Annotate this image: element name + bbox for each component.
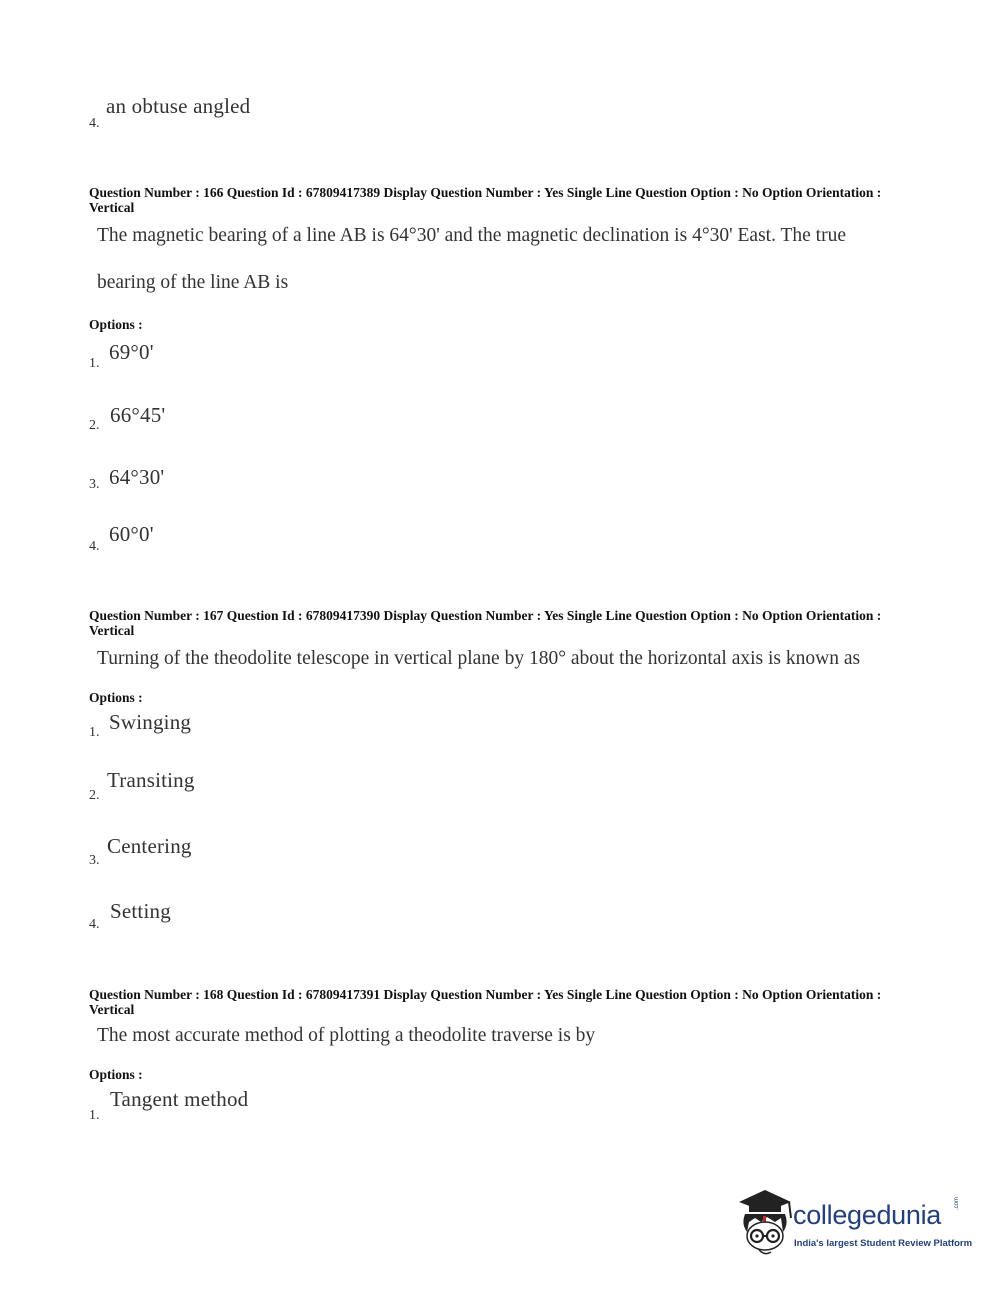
- question-167-meta: Question Number : 167 Question Id : 67809417390 Display Question Number : Yes Single Line Question Option : No Option Orientation : Vertical: [89, 608, 882, 638]
- question-168-options-label: Options :: [89, 1067, 143, 1082]
- option-number: 4.: [89, 917, 100, 932]
- option-text: Tangent method: [110, 1087, 249, 1111]
- option-text: 60°0': [109, 522, 154, 546]
- option-number: 2.: [89, 788, 100, 803]
- option-text: 69°0': [109, 340, 154, 364]
- option-number: 3.: [89, 853, 100, 868]
- option-text: Setting: [110, 899, 171, 923]
- option-number: 4.: [89, 116, 100, 131]
- question-167-text-line1: Turning of the theodolite telescope in vertical plane by 180° about the horizontal axis is known as: [97, 648, 861, 669]
- option-text: Transiting: [107, 768, 195, 792]
- option-number: 4.: [89, 539, 100, 554]
- option-number: 2.: [89, 418, 100, 433]
- option-number: 1.: [89, 1108, 100, 1123]
- question-166-meta: Question Number : 166 Question Id : 67809417389 Display Question Number : Yes Single Line Question Option : No Option Orientation : Vertical: [89, 185, 882, 215]
- option-number: 1.: [89, 725, 100, 740]
- student-mascot-icon: [735, 1188, 795, 1258]
- option-text: Swinging: [109, 710, 192, 734]
- option-text: 66°45': [110, 403, 166, 427]
- option-text: Centering: [107, 834, 192, 858]
- logo-suffix: .com: [954, 1196, 960, 1210]
- question-167-options-label: Options :: [89, 690, 143, 705]
- question-166-options-label: Options :: [89, 317, 143, 332]
- logo-tagline: India's largest Student Review Platform: [794, 1238, 973, 1249]
- collegedunia-logo: [735, 1188, 973, 1258]
- question-168-text-line1: The most accurate method of plotting a theodolite traverse is by: [97, 1025, 596, 1046]
- question-166-text-line2: bearing of the line AB is: [97, 272, 289, 293]
- option-text: an obtuse angled: [106, 94, 251, 118]
- option-number: 1.: [89, 356, 100, 371]
- logo-wordmark: collegedunia: [793, 1200, 942, 1230]
- question-168-meta: Question Number : 168 Question Id : 67809417391 Display Question Number : Yes Single Line Question Option : No Option Orientation : Vertical: [89, 987, 882, 1017]
- option-number: 3.: [89, 477, 100, 492]
- question-166-text-line1: The magnetic bearing of a line AB is 64°30' and the magnetic declination is 4°30' East. The true: [97, 225, 846, 246]
- option-text: 64°30': [109, 465, 165, 489]
